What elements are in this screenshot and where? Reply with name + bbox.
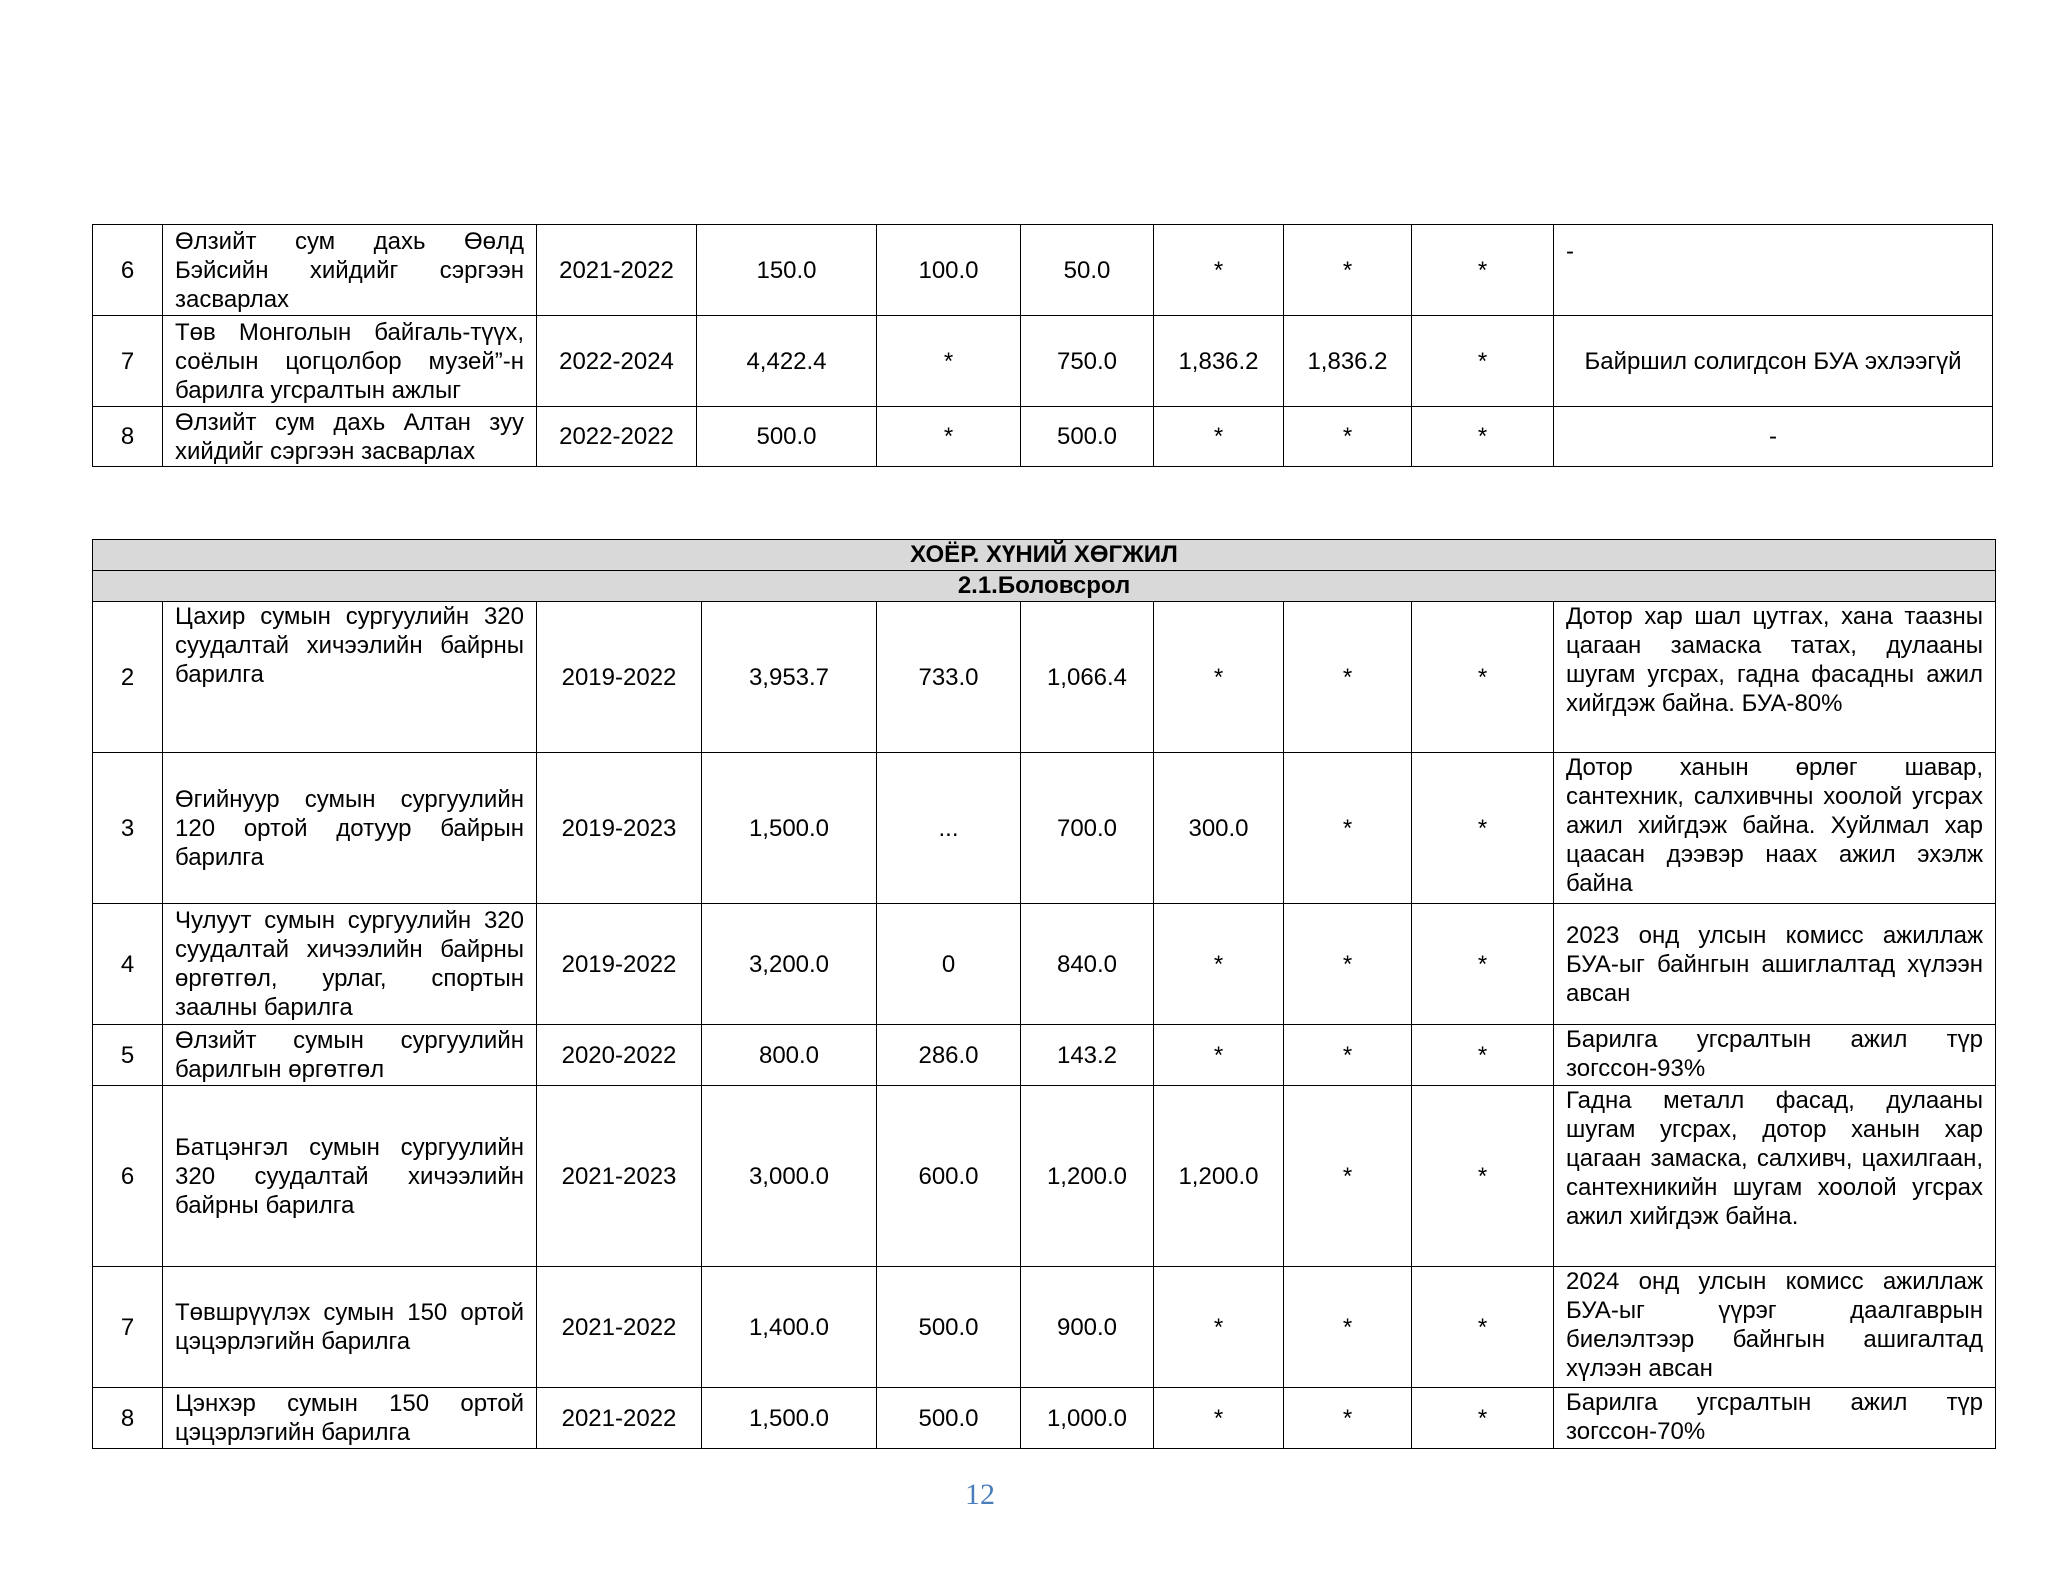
value-cell: * <box>1284 407 1412 467</box>
page-number: 12 <box>965 1478 995 1511</box>
value-cell: * <box>1284 225 1412 316</box>
table-row <box>93 904 1996 1025</box>
value-cell: 1,500.0 <box>702 1388 877 1449</box>
table-row <box>93 1267 1996 1388</box>
project-name: Өгийнуур сумын сургуулийн 120 ортой дотуур байрын барилга <box>163 753 537 904</box>
project-period: 2019-2023 <box>537 753 702 904</box>
value-cell: * <box>1154 1388 1284 1449</box>
project-period: 2020-2022 <box>537 1025 702 1086</box>
status-note: - <box>1554 225 1993 316</box>
status-note: Дотор хар шал цутгах, хана таазны цагаан замаска татах, дулааны шугам угсрах, гадна фасадны ажил хийгдэж байна. БУА-80% <box>1554 602 1996 753</box>
project-name: Өлзийт сум дахь Өөлд Бэйсийн хийдийг сэргээн засварлах <box>163 225 537 316</box>
project-name: Батцэнгэл сумын сургуулийн 320 суудалтай хичээлийн байрны барилга <box>163 1086 537 1267</box>
value-cell: * <box>1412 407 1554 467</box>
value-cell: 4,422.4 <box>697 316 877 407</box>
value-cell: * <box>1412 1086 1554 1267</box>
subsection-title: 2.1.Боловсрол <box>93 571 1996 602</box>
project-period: 2021-2022 <box>537 1388 702 1449</box>
row-number: 6 <box>93 1086 163 1267</box>
value-cell: * <box>1412 1025 1554 1086</box>
section-title: ХОЁР. ХҮНИЙ ХӨГЖИЛ <box>93 540 1996 571</box>
value-cell: 3,953.7 <box>702 602 877 753</box>
status-note: 2024 онд улсын комисс ажиллаж БУА-ыг үүрэг даалгаврын биелэлтээр байнгын ашигалтад хүлээн авсан <box>1554 1267 1996 1388</box>
status-note: 2023 онд улсын комисс ажиллаж БУА-ыг байнгын ашиглалтад хүлээн авсан <box>1554 904 1996 1025</box>
value-cell: 700.0 <box>1021 753 1154 904</box>
table-row <box>93 316 1993 407</box>
value-cell: 286.0 <box>877 1025 1021 1086</box>
table-row <box>93 1025 1996 1086</box>
row-number: 5 <box>93 1025 163 1086</box>
table-row <box>93 602 1996 753</box>
value-cell: * <box>1154 225 1284 316</box>
value-cell: * <box>877 407 1021 467</box>
value-cell: * <box>1412 602 1554 753</box>
value-cell: 100.0 <box>877 225 1021 316</box>
value-cell: 500.0 <box>877 1267 1021 1388</box>
value-cell: * <box>1284 753 1412 904</box>
value-cell: 1,400.0 <box>702 1267 877 1388</box>
value-cell: 1,836.2 <box>1154 316 1284 407</box>
table-row <box>93 1388 1996 1449</box>
value-cell: 500.0 <box>877 1388 1021 1449</box>
value-cell: * <box>1284 904 1412 1025</box>
value-cell: 500.0 <box>1021 407 1154 467</box>
project-name: Өлзийт сум дахь Алтан зуу хийдийг сэргээн засварлах <box>163 407 537 467</box>
value-cell: 750.0 <box>1021 316 1154 407</box>
value-cell: 1,200.0 <box>1021 1086 1154 1267</box>
value-cell: 3,000.0 <box>702 1086 877 1267</box>
status-note: Барилга угсралтын ажил түр зогссон-70% <box>1554 1388 1996 1449</box>
row-number: 6 <box>93 225 163 316</box>
value-cell: 840.0 <box>1021 904 1154 1025</box>
value-cell: 1,500.0 <box>702 753 877 904</box>
project-name: Төв Монголын байгаль-түүх, соёлын цогцолбор музей”-н барилга угсралтын ажлыг <box>163 316 537 407</box>
value-cell: 1,836.2 <box>1284 316 1412 407</box>
value-cell: 733.0 <box>877 602 1021 753</box>
project-name: Цахир сумын сургуулийн 320 суудалтай хичээлийн байрны барилга <box>163 602 537 753</box>
table-row <box>93 225 1993 316</box>
value-cell: * <box>1412 225 1554 316</box>
row-number: 3 <box>93 753 163 904</box>
value-cell: * <box>1154 1267 1284 1388</box>
project-name: Чулуут сумын сургуулийн 320 суудалтай хичээлийн байрны өргөтгөл, урлаг, спортын заалны барилга <box>163 904 537 1025</box>
project-period: 2022-2022 <box>537 407 697 467</box>
value-cell: 0 <box>877 904 1021 1025</box>
value-cell: 500.0 <box>697 407 877 467</box>
value-cell: 143.2 <box>1021 1025 1154 1086</box>
project-period: 2021-2023 <box>537 1086 702 1267</box>
project-period: 2021-2022 <box>537 225 697 316</box>
value-cell: * <box>1412 753 1554 904</box>
value-cell: 1,066.4 <box>1021 602 1154 753</box>
value-cell: * <box>1154 407 1284 467</box>
value-cell: * <box>1284 1267 1412 1388</box>
table-row <box>93 407 1993 467</box>
value-cell: * <box>1284 1086 1412 1267</box>
row-number: 7 <box>93 1267 163 1388</box>
value-cell: 1,000.0 <box>1021 1388 1154 1449</box>
status-note: - <box>1554 407 1993 467</box>
status-note: Барилга угсралтын ажил түр зогссон-93% <box>1554 1025 1996 1086</box>
row-number: 7 <box>93 316 163 407</box>
value-cell: * <box>1154 602 1284 753</box>
status-note: Гадна металл фасад, дулааны шугам угсрах, дотор ханын хар цагаан замаска, салхивч, цахилгаан, сантехникийн шугам хоолой угсрах ажил хийгдэж байна. <box>1554 1086 1996 1267</box>
row-number: 8 <box>93 1388 163 1449</box>
table-row <box>93 1086 1996 1267</box>
value-cell: * <box>1412 316 1554 407</box>
subsection-header-row <box>93 571 1996 602</box>
value-cell: * <box>1412 1388 1554 1449</box>
value-cell: 300.0 <box>1154 753 1284 904</box>
value-cell: * <box>1412 904 1554 1025</box>
value-cell: * <box>1284 1388 1412 1449</box>
value-cell: * <box>877 316 1021 407</box>
value-cell: 50.0 <box>1021 225 1154 316</box>
row-number: 8 <box>93 407 163 467</box>
project-name: Цэнхэр сумын 150 ортой цэцэрлэгийн барилга <box>163 1388 537 1449</box>
row-number: 2 <box>93 602 163 753</box>
table-row <box>93 753 1996 904</box>
value-cell: 800.0 <box>702 1025 877 1086</box>
project-period: 2021-2022 <box>537 1267 702 1388</box>
row-number: 4 <box>93 904 163 1025</box>
value-cell: ... <box>877 753 1021 904</box>
projects-table-1 <box>92 224 1993 467</box>
value-cell: 600.0 <box>877 1086 1021 1267</box>
value-cell: * <box>1412 1267 1554 1388</box>
value-cell: 3,200.0 <box>702 904 877 1025</box>
value-cell: * <box>1284 602 1412 753</box>
value-cell: 900.0 <box>1021 1267 1154 1388</box>
status-note: Байршил солигдсон БУА эхлээгүй <box>1554 316 1993 407</box>
value-cell: * <box>1154 1025 1284 1086</box>
project-period: 2022-2024 <box>537 316 697 407</box>
status-note: Дотор ханын өрлөг шавар, сантехник, салхивчны хоолой угсрах ажил хийгдэж байна. Хуйлмал хар цаасан дээвэр наах ажил эхэлж байна <box>1554 753 1996 904</box>
section-header-row <box>93 540 1996 571</box>
project-period: 2019-2022 <box>537 602 702 753</box>
project-name: Өлзийт сумын сургуулийн барилгын өргөтгөл <box>163 1025 537 1086</box>
projects-table-2 <box>92 539 1996 1449</box>
project-name: Төвшрүүлэх сумын 150 ортой цэцэрлэгийн барилга <box>163 1267 537 1388</box>
value-cell: 1,200.0 <box>1154 1086 1284 1267</box>
project-period: 2019-2022 <box>537 904 702 1025</box>
value-cell: * <box>1284 1025 1412 1086</box>
value-cell: 150.0 <box>697 225 877 316</box>
value-cell: * <box>1154 904 1284 1025</box>
